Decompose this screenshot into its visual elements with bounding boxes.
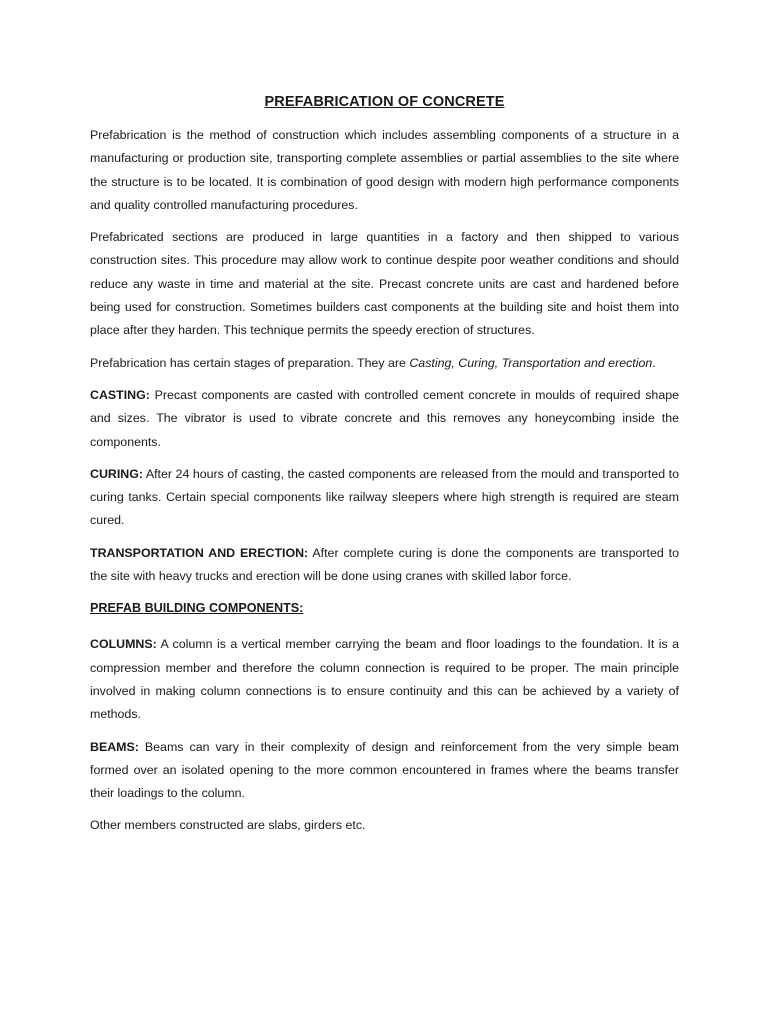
columns-label: COLUMNS: bbox=[90, 637, 157, 652]
transport-label: TRANSPORTATION AND ERECTION: bbox=[90, 545, 309, 560]
intro-paragraph-1: Prefabrication is the method of construction which includes assembling components of a structure in a manufacturing or production site, transporting complete assemblies or partial assemblies to the site where the structure is to be located. It is combination of good design with modern high performance components and quality controlled manufacturing procedures. bbox=[90, 128, 679, 212]
casting-text: Precast components are casted with controlled cement concrete in moulds of required shape and sizes. The vibrator is used to vibrate concrete and this removes any honeycombing inside the components. bbox=[90, 387, 679, 449]
other-members-paragraph: Other members constructed are slabs, girders etc. bbox=[90, 818, 366, 833]
curing-label: CURING: bbox=[90, 466, 143, 481]
components-heading: PREFAB BUILDING COMPONENTS: bbox=[90, 601, 304, 616]
transport-paragraph bbox=[90, 542, 679, 589]
stages-end: . bbox=[652, 355, 656, 370]
columns-text: A column is a vertical member carrying the beam and floor loadings to the foundation. It is a compression member and therefore the column connection is required to be proper. The main principle involved in making column connections is to ensure continuity and this can be achieved by a variety of methods. bbox=[90, 637, 679, 722]
beams-text: Beams can vary in their complexity of design and reinforcement from the very simple beam formed over an isolated opening to the more common encountered in frames where the beams transfer their loadings to the column. bbox=[90, 739, 679, 801]
transport-text: After complete curing is done the components are transported to the site with heavy trucks and erection will be done using cranes with skilled labor force. bbox=[90, 545, 679, 584]
columns-paragraph bbox=[90, 633, 679, 726]
stages-paragraph bbox=[90, 352, 679, 375]
stages-list: Casting, Curing, Transportation and erection bbox=[409, 355, 653, 370]
beams-paragraph bbox=[90, 736, 679, 806]
beams-label: BEAMS: bbox=[90, 739, 139, 754]
curing-paragraph bbox=[90, 463, 679, 533]
stages-text: Prefabrication has certain stages of preparation. They are bbox=[90, 355, 410, 370]
document-title: PREFABRICATION OF CONCRETE bbox=[264, 94, 505, 110]
casting-label: CASTING: bbox=[90, 387, 150, 402]
intro-paragraph-2: Prefabricated sections are produced in large quantities in a factory and then shipped to various construction sites. This procedure may allow work to continue despite poor weather conditions and should reduce any waste in time and material at the site. Precast concrete units are cast and hardened before being used for construction. Sometimes builders cast components at the building site and hoist them into place after they harden. This technique permits the speedy erection of structures. bbox=[90, 230, 679, 338]
casting-paragraph bbox=[90, 384, 679, 454]
curing-text: After 24 hours of casting, the casted components are released from the mould and transported to curing tanks. Certain special components like railway sleepers where high strength is required are steam cured. bbox=[90, 466, 679, 528]
document-page bbox=[90, 94, 679, 847]
